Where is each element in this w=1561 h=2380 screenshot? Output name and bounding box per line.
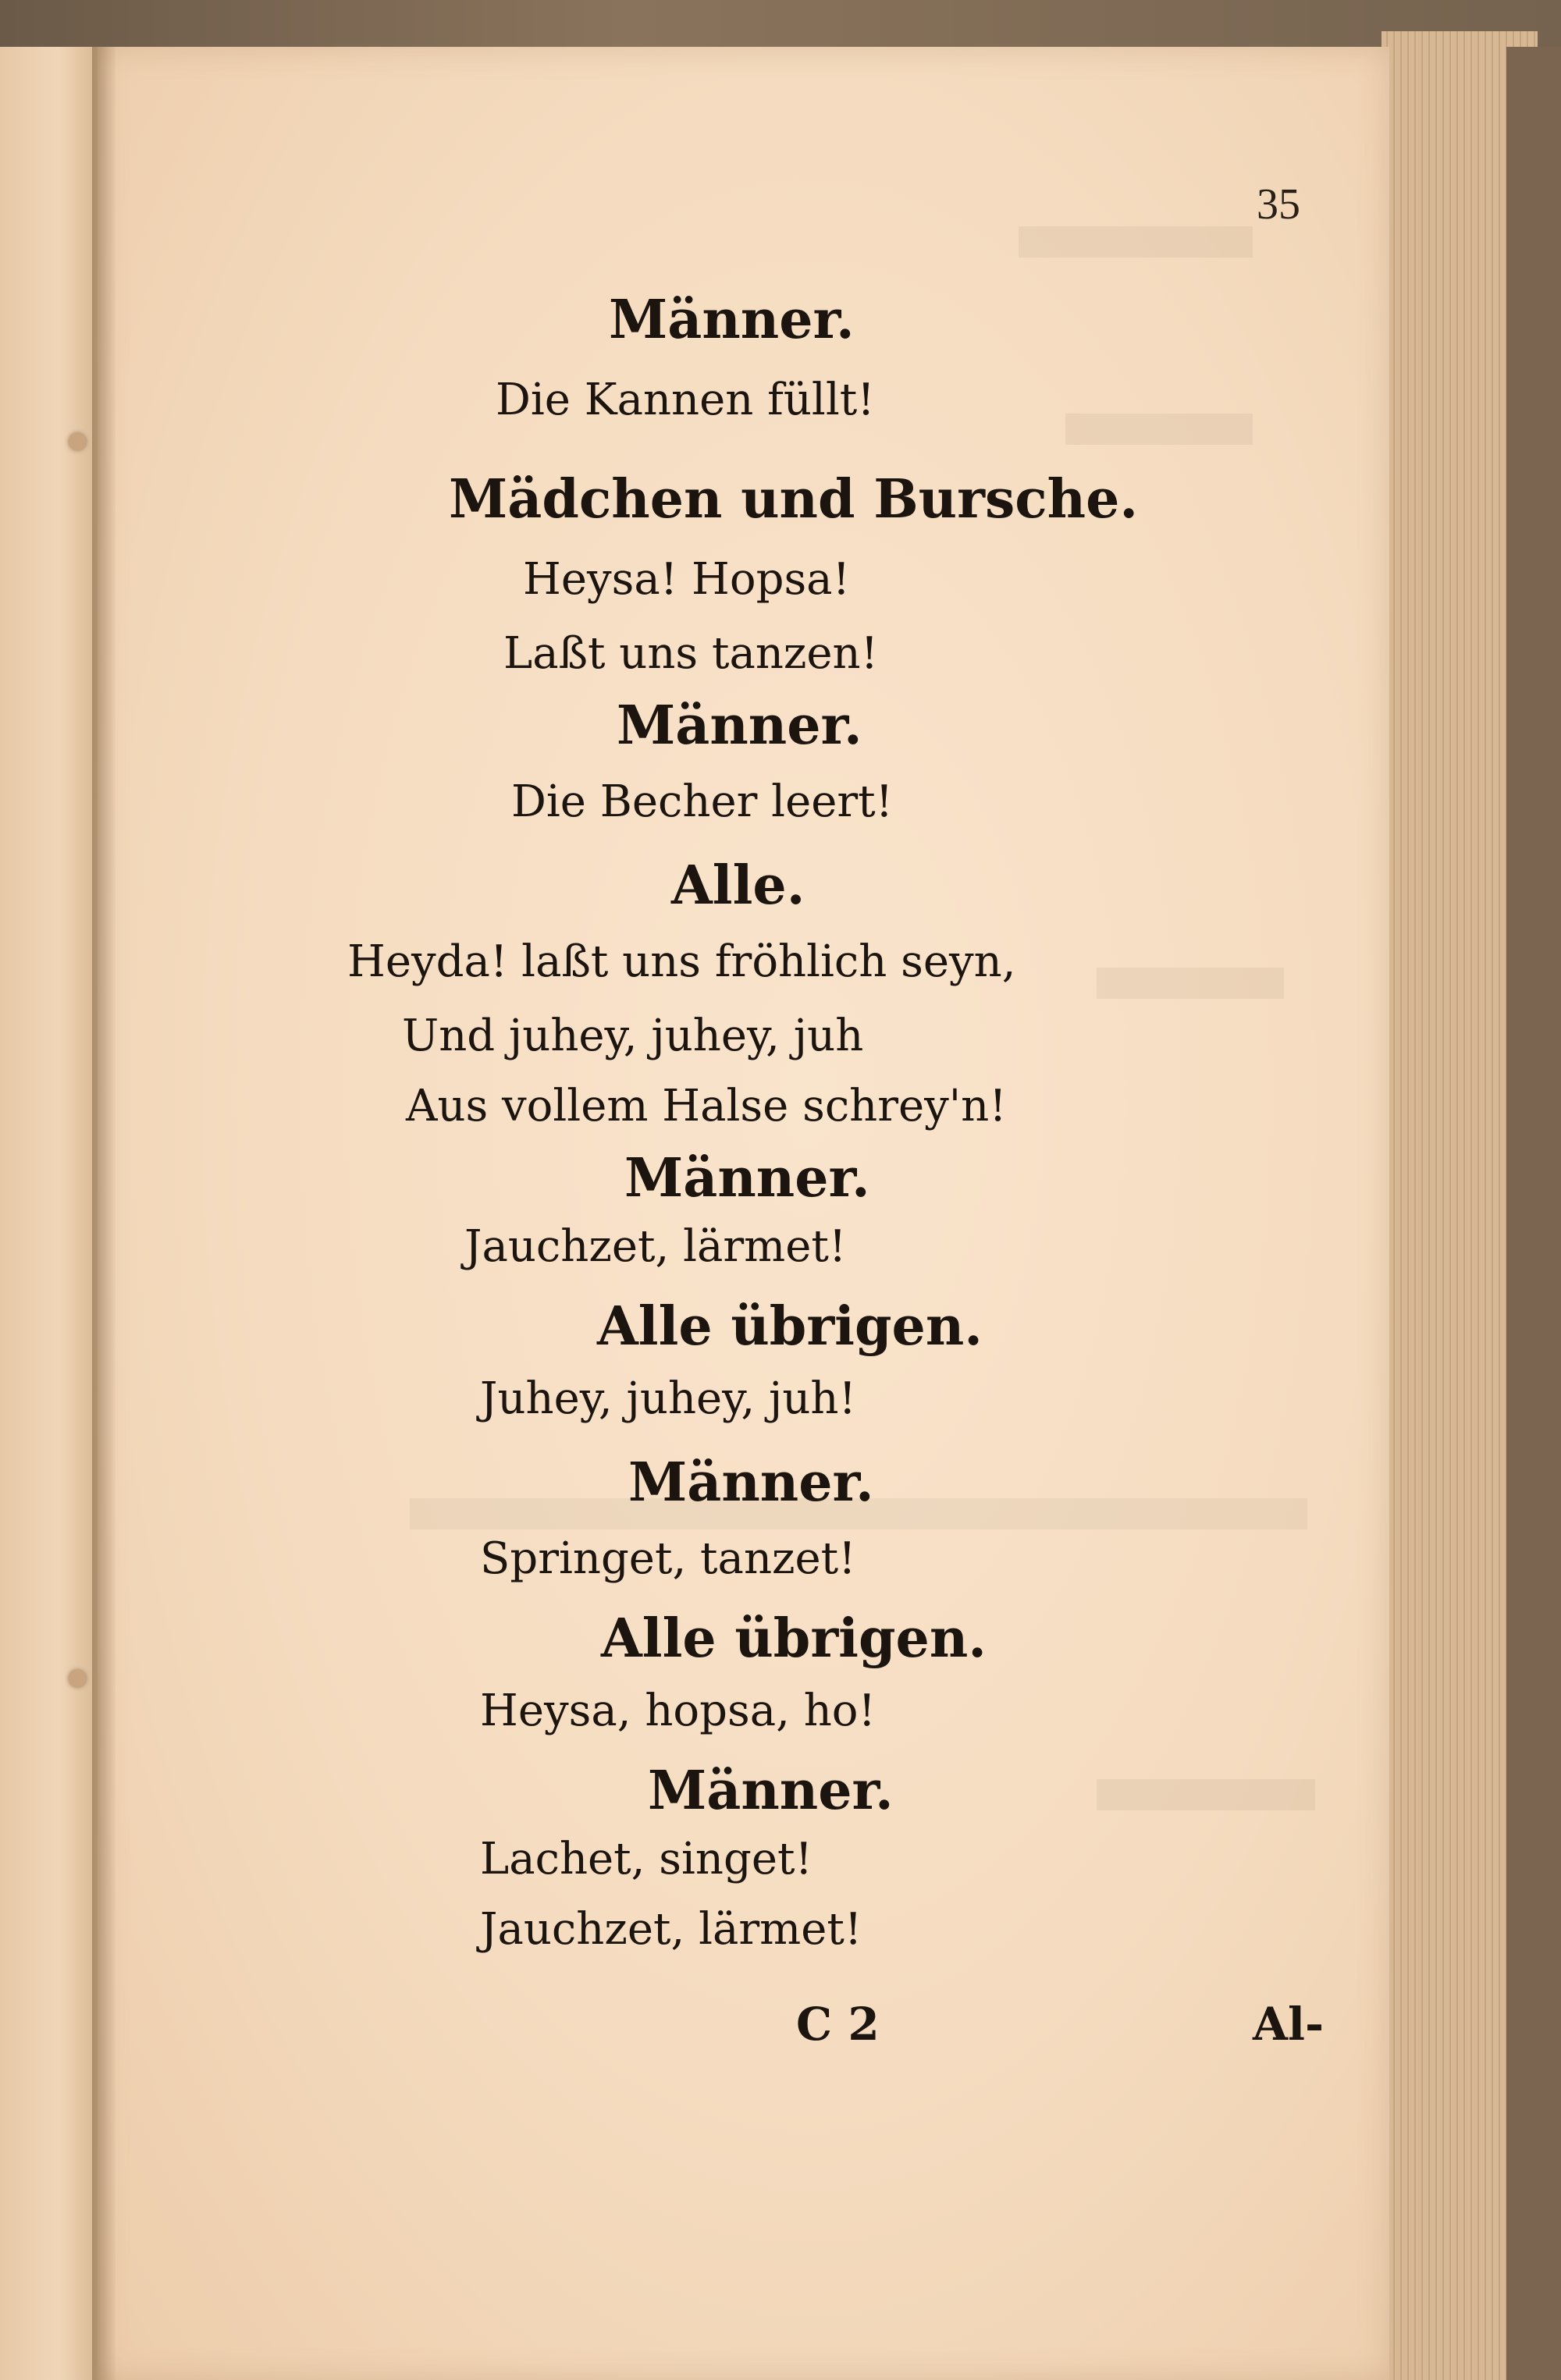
speaker-heading: Männer. [617, 694, 862, 757]
speaker-heading: Männer. [648, 1760, 894, 1822]
verse-line: Und juhey, juhey, juh [402, 1011, 864, 1061]
speaker-heading: Alle übrigen. [601, 1607, 987, 1670]
page-number: 35 [1257, 180, 1300, 229]
verse-line: Laßt uns tanzen! [503, 628, 879, 679]
signature-mark: C 2 [796, 1998, 880, 2051]
gutter-shadow [92, 47, 116, 2380]
speaker-heading: Mädchen und Bursche. [449, 468, 1139, 531]
verse-line: Die Becher leert! [511, 776, 894, 827]
verse-line: Jauchzet, lärmet! [480, 1904, 862, 1955]
book-cover-edge [1506, 47, 1561, 2380]
verse-line: Heysa! Hopsa! [523, 554, 851, 605]
bleed-through [1097, 1779, 1315, 1810]
catchword: Al- [1253, 1998, 1325, 2051]
stitch-hole [69, 433, 86, 450]
left-page-edge [0, 47, 100, 2380]
bleed-through [1019, 226, 1253, 258]
verse-line: Heyda! laßt uns fröhlich seyn, [347, 936, 1016, 987]
verse-line: Heysa, hopsa, ho! [480, 1686, 876, 1736]
verse-line: Jauchzet, lärmet! [464, 1221, 847, 1272]
speaker-heading: Alle übrigen. [597, 1295, 983, 1358]
speaker-heading: Männer. [624, 1147, 870, 1210]
speaker-heading: Männer. [609, 289, 855, 351]
verse-line: Lachet, singet! [480, 1834, 813, 1884]
speaker-heading: Männer. [628, 1451, 874, 1514]
bleed-through [1065, 414, 1253, 445]
verse-line: Juhey, juhey, juh! [480, 1373, 856, 1424]
book-page [98, 47, 1389, 2380]
stitch-hole [69, 1670, 86, 1687]
verse-line: Springet, tanzet! [480, 1533, 856, 1584]
speaker-heading: Alle. [671, 854, 805, 917]
bleed-through [1097, 968, 1284, 999]
verse-line: Die Kannen füllt! [496, 375, 875, 425]
verse-line: Aus vollem Halse schrey'n! [406, 1081, 1007, 1131]
